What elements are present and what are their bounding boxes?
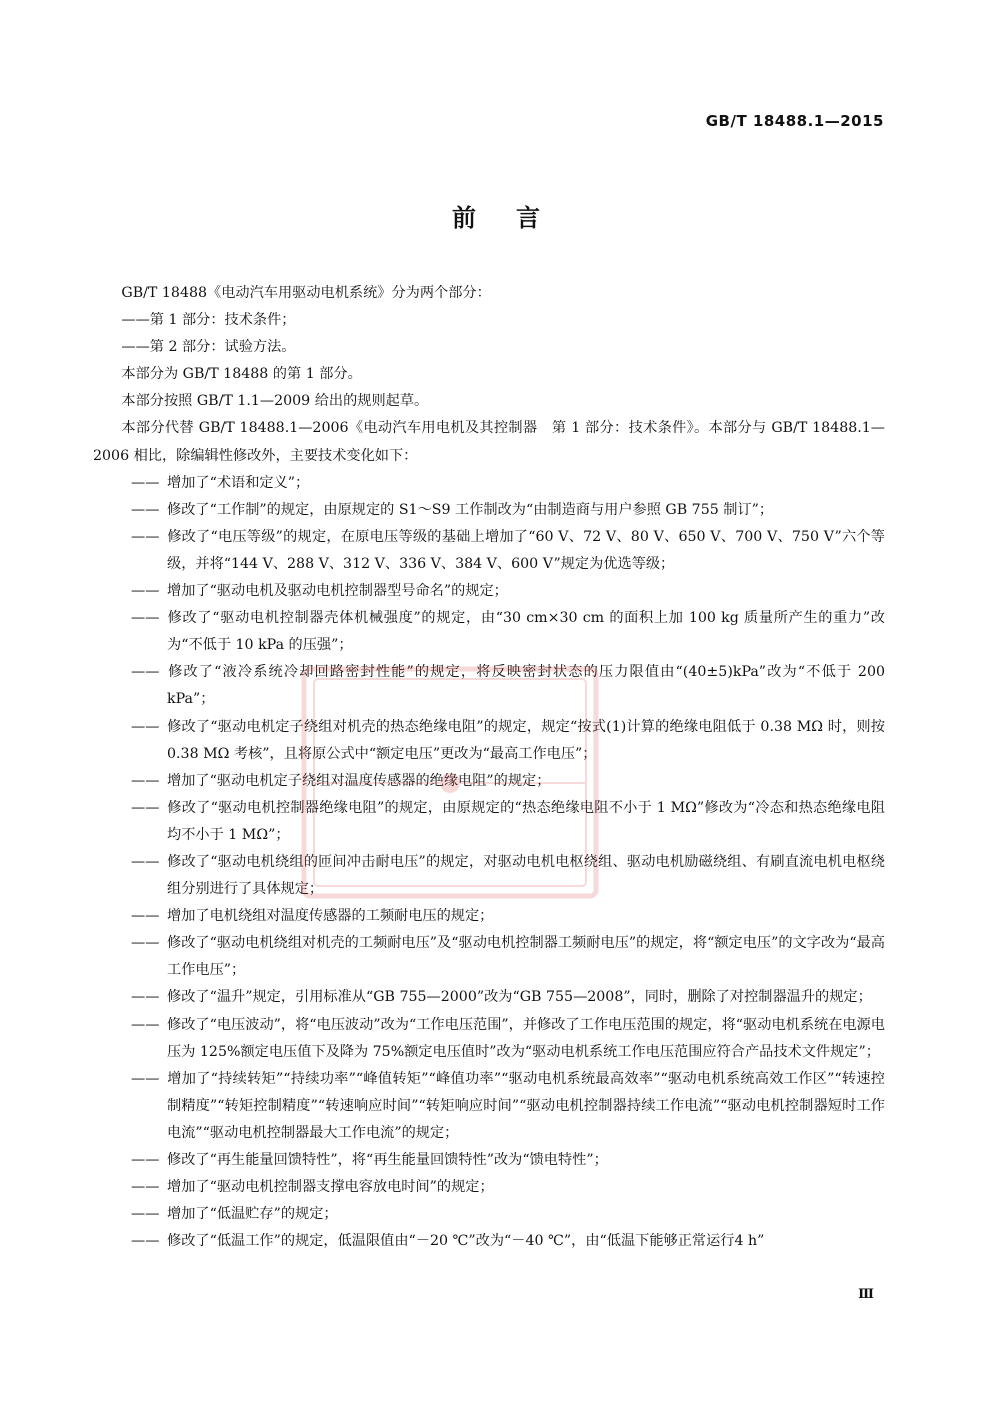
dash-marker: —— — [131, 989, 160, 1006]
change-item — [93, 714, 885, 768]
dash-marker: —— — [131, 528, 160, 545]
change-text: 增加了“驱动电机及驱动电机控制器型号命名”的规定； — [167, 583, 508, 600]
page-title: 前言 — [452, 204, 580, 232]
dash-marker: —— — [131, 772, 160, 789]
change-item — [93, 1147, 885, 1174]
dash-marker: —— — [131, 474, 160, 491]
change-item — [93, 984, 885, 1011]
body-content — [93, 280, 885, 1255]
change-text: 修改了“温升”规定，引用标准从“GB 755—2000”改为“GB 755—2008”，同时，删除了对控制器温升的规定； — [167, 989, 872, 1006]
dash-marker: —— — [131, 853, 160, 870]
change-item — [93, 903, 885, 930]
dash-marker: —— — [131, 935, 160, 952]
change-text: 增加了电机绕组对温度传感器的工频耐电压的规定； — [167, 908, 494, 925]
change-item — [93, 605, 885, 659]
change-text: 修改了“电压等级”的规定，在原电压等级的基础上增加了“60 V、72 V、80 V、650 V、700 V、750 V”六个等级，并将“144 V、288 V、312 V、336 V、384 V、600 V”规定为优选等级； — [167, 528, 885, 572]
change-item — [93, 1012, 885, 1066]
change-item — [93, 849, 885, 903]
change-item — [93, 578, 885, 605]
change-item — [93, 659, 885, 713]
dash-marker: —— — [131, 1233, 160, 1250]
standard-number: GB/T 18488.1—2015 — [705, 112, 884, 130]
dash-marker: —— — [131, 1206, 160, 1223]
change-text: 修改了“驱动电机控制器壳体机械强度”的规定，由“30 cm×30 cm 的面积上加 100 kg 质量所产生的重力”改为“不低于 10 kPa 的压强”； — [167, 610, 885, 654]
dash-marker: —— — [131, 664, 160, 681]
change-text: 修改了“驱动电机绕组的匝间冲击耐电压”的规定，对驱动电机电枢绕组、驱动电机励磁绕组、有刷直流电机电枢绕组分别进行了具体规定； — [167, 853, 885, 898]
dash-marker: —— — [131, 908, 160, 925]
change-text: 修改了“低温工作”的规定，低温限值由“－20 ℃”改为“－40 ℃”，由“低温下能够正常运行4 h” — [167, 1233, 765, 1250]
change-item — [93, 930, 885, 984]
change-item — [93, 1201, 885, 1228]
dash-marker: —— — [131, 1016, 160, 1033]
change-text: 增加了“持续转矩”“持续功率”“峰值转矩”“峰值功率”“驱动电机系统最高效率”“驱动电机系统高效工作区”“转速控制精度”“转矩控制精度”“转速响应时间”“转矩响应时间”“驱动电机控制器持续工作电流”“驱动电机控制器短时工作电流”“驱动电机控制器最大工作电流”的规定； — [167, 1070, 885, 1141]
change-text: 修改了“驱动电机定子绕组对机壳的热态绝缘电阻”的规定，规定“按式(1)计算的绝缘电阻低于 0.38 MΩ 时，则按 0.38 MΩ 考核”，且将原公式中“额定电压”更改为“最高工作电压”； — [167, 718, 885, 762]
change-text: 修改了“液冷系统冷却回路密封性能”的规定，将反映密封状态的压力限值由“(40±5)kPa”改为“不低于 200 kPa”； — [167, 664, 885, 708]
dash-marker: —— — [131, 610, 160, 627]
dash-marker: —— — [131, 799, 160, 816]
change-text: 增加了“低温贮存”的规定； — [167, 1206, 338, 1223]
dash-marker: —— — [131, 718, 160, 735]
change-item — [93, 497, 885, 524]
dash-marker: —— — [131, 583, 160, 600]
change-item — [93, 1228, 885, 1255]
change-text: 修改了“工作制”的规定，由原规定的 S1～S9 工作制改为“由制造商与用户参照 GB 755 制订”； — [167, 501, 774, 518]
changes-list — [93, 470, 885, 1256]
scope-paragraph: 本部分为 GB/T 18488 的第 1 部分。 — [121, 366, 362, 383]
dash-marker: —— — [131, 1179, 160, 1196]
intro-paragraph: GB/T 18488《电动汽车用驱动电机系统》分为两个部分： — [121, 285, 491, 301]
page-number: Ⅲ — [858, 1287, 874, 1302]
part-2-item: ——第 2 部分：试验方法。 — [121, 339, 296, 356]
dash-marker: —— — [131, 501, 160, 518]
part-1-item: ——第 1 部分：技术条件； — [121, 312, 296, 329]
change-text: 增加了“驱动电机定子绕组对温度传感器的绝缘电阻”的规定； — [167, 772, 551, 789]
dash-marker: —— — [131, 1070, 160, 1087]
replacement-paragraph: 本部分代替 GB/T 18488.1—2006《电动汽车用电机及其控制器 第 1 部分：技术条件》。本部分与 GB/T 18488.1—2006 相比，除编辑性修改外，主要技术变化如下： — [93, 420, 885, 464]
change-text: 修改了“驱动电机控制器绝缘电阻”的规定，由原规定的“热态绝缘电阻不小于 1 MΩ”修改为“冷态和热态绝缘电阻均不小于 1 MΩ”； — [167, 799, 885, 843]
change-text: 增加了“驱动电机控制器支撑电容放电时间”的规定； — [167, 1179, 494, 1196]
change-text: 修改了“再生能量回馈特性”，将“再生能量回馈特性”改为“馈电特性”； — [167, 1152, 608, 1168]
change-text: 修改了“驱动电机绕组对机壳的工频耐电压”及“驱动电机控制器工频耐电压”的规定，将“额定电压”的文字改为“最高工作电压”； — [167, 935, 885, 979]
change-item — [93, 470, 885, 497]
change-item — [93, 1066, 885, 1147]
dash-marker: —— — [131, 1152, 160, 1168]
change-item — [93, 524, 885, 578]
change-item — [93, 795, 885, 849]
change-text: 修改了“电压波动”，将“电压波动”改为“工作电压范围”，并修改了工作电压范围的规定，将“驱动电机系统在电源电压为 125%额定电压值下及降为 75%额定电压值时”改为“驱动电机系统工作电压范围应符合产品技术文件规定”； — [167, 1016, 885, 1060]
change-item — [93, 768, 885, 795]
drafting-rule-paragraph: 本部分按照 GB/T 1.1—2009 给出的规则起草。 — [121, 393, 429, 410]
change-item — [93, 1174, 885, 1201]
change-text: 增加了“术语和定义”； — [167, 474, 310, 491]
